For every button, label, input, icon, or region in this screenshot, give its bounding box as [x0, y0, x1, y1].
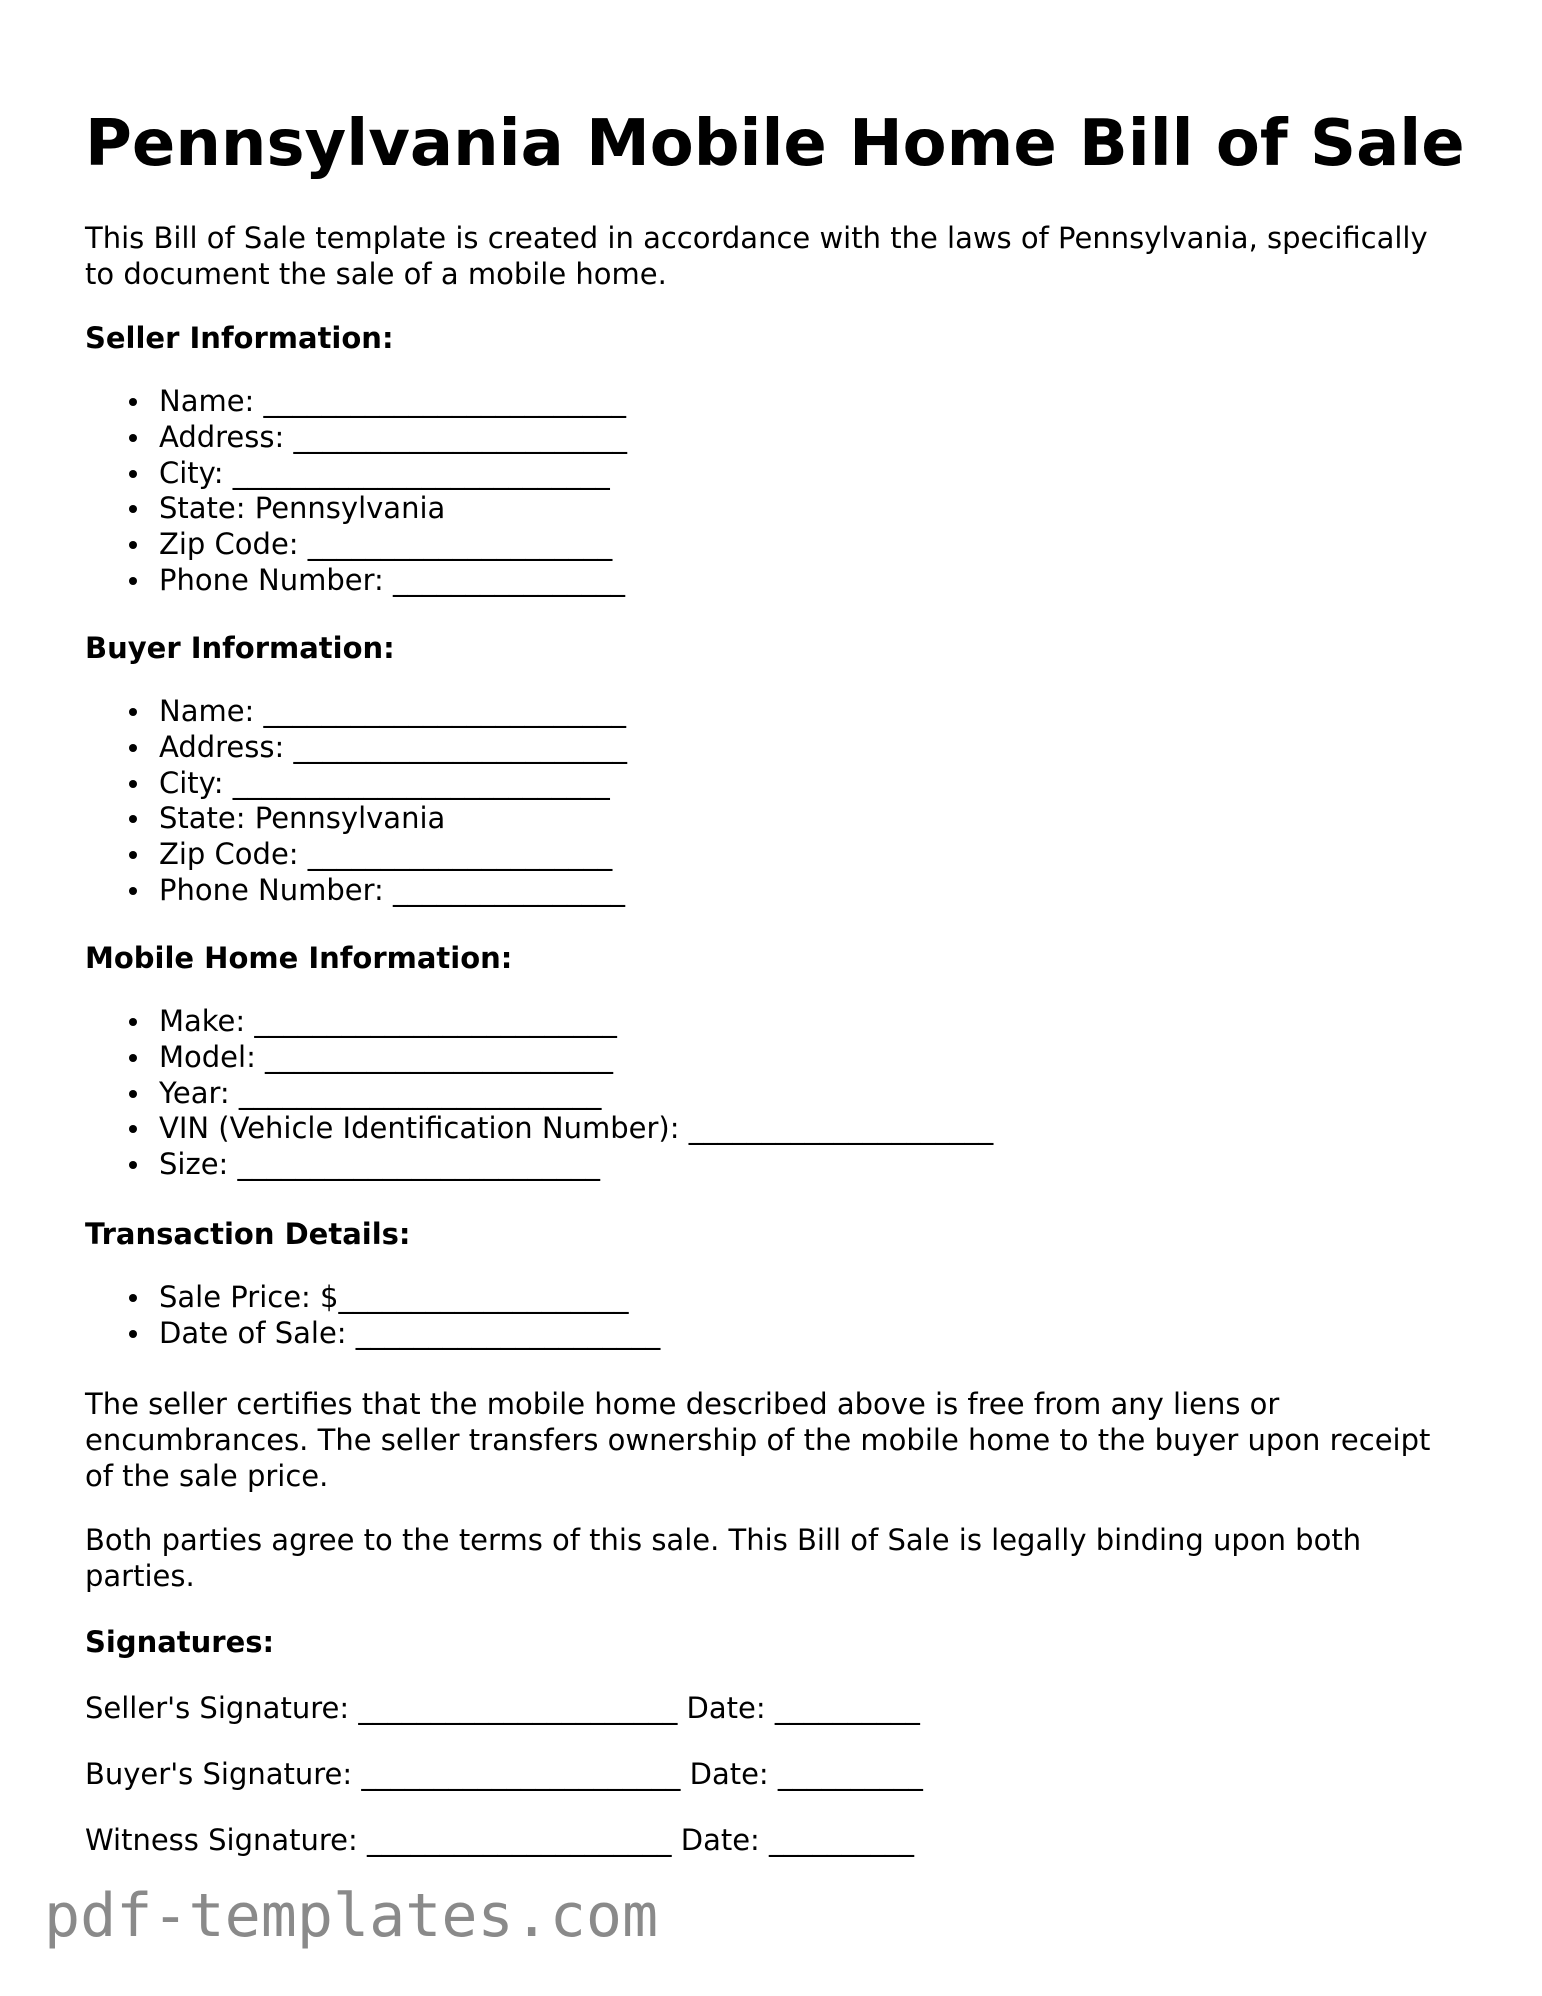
make-field[interactable]: Make: _________________________ — [159, 1004, 993, 1040]
model-field[interactable]: Model: ________________________ — [159, 1040, 993, 1076]
seller-address-field[interactable]: Address: _______________________ — [159, 419, 627, 454]
transaction-heading: Transaction Details: — [85, 1217, 411, 1251]
sale-price-field[interactable]: Sale Price: $____________________ — [159, 1280, 660, 1316]
witness-signature-line[interactable]: Witness Signature: _____________________ Date: __________ — [85, 1823, 915, 1857]
mobile-home-fields — [85, 1004, 993, 1183]
buyer-name-field[interactable]: Name: _________________________ — [159, 694, 627, 728]
size-field[interactable]: Size: _________________________ — [159, 1147, 993, 1183]
seller-phone-field[interactable]: Phone Number: ________________ — [159, 562, 626, 597]
certification-paragraph: The seller certifies that the mobile home described above is free from any liens or encumbrances. The seller transfers ownership of the mobile home to the buyer upon receipt of the sale price. — [85, 1387, 1431, 1493]
buyer-zip-field[interactable]: Zip Code: _____________________ — [159, 837, 627, 873]
seller-name-field[interactable]: Name: _________________________ — [159, 384, 627, 418]
transaction-fields — [85, 1280, 660, 1352]
watermark: pdf-templates.com — [44, 1881, 659, 1951]
document-title: Pennsylvania Mobile Home Bill of Sale — [85, 107, 1465, 181]
mobile-home-heading: Mobile Home Information: — [85, 941, 513, 975]
seller-state-field: State: Pennsylvania — [159, 491, 627, 527]
seller-zip-field[interactable]: Zip Code: _____________________ — [159, 527, 627, 563]
buyer-phone-field[interactable]: Phone Number: ________________ — [159, 872, 626, 907]
agreement-paragraph: Both parties agree to the terms of this sale. This Bill of Sale is legally binding upon both parties. — [85, 1523, 1362, 1593]
buyer-fields — [85, 694, 627, 909]
buyer-address-field[interactable]: Address: _______________________ — [159, 729, 627, 764]
buyer-heading: Buyer Information: — [85, 631, 395, 665]
year-field[interactable]: Year: _________________________ — [159, 1076, 993, 1112]
buyer-signature-line[interactable]: Buyer's Signature: ______________________ Date: __________ — [85, 1757, 923, 1791]
seller-heading: Seller Information: — [85, 321, 394, 355]
date-of-sale-field[interactable]: Date of Sale: _____________________ — [159, 1315, 661, 1350]
signatures-heading: Signatures: — [85, 1625, 275, 1659]
buyer-city-field[interactable]: City: __________________________ — [159, 766, 627, 802]
vin-field[interactable]: VIN (Vehicle Identification Number): _____________________ — [159, 1111, 994, 1146]
intro-paragraph: This Bill of Sale template is created in accordance with the laws of Pennsylvania, specifically to document the sale of a mobile home. — [85, 221, 1428, 291]
seller-fields — [85, 384, 627, 599]
seller-city-field[interactable]: City: __________________________ — [159, 456, 627, 492]
buyer-state-field: State: Pennsylvania — [159, 801, 627, 837]
seller-signature-line[interactable]: Seller's Signature: ______________________ Date: __________ — [85, 1691, 920, 1725]
